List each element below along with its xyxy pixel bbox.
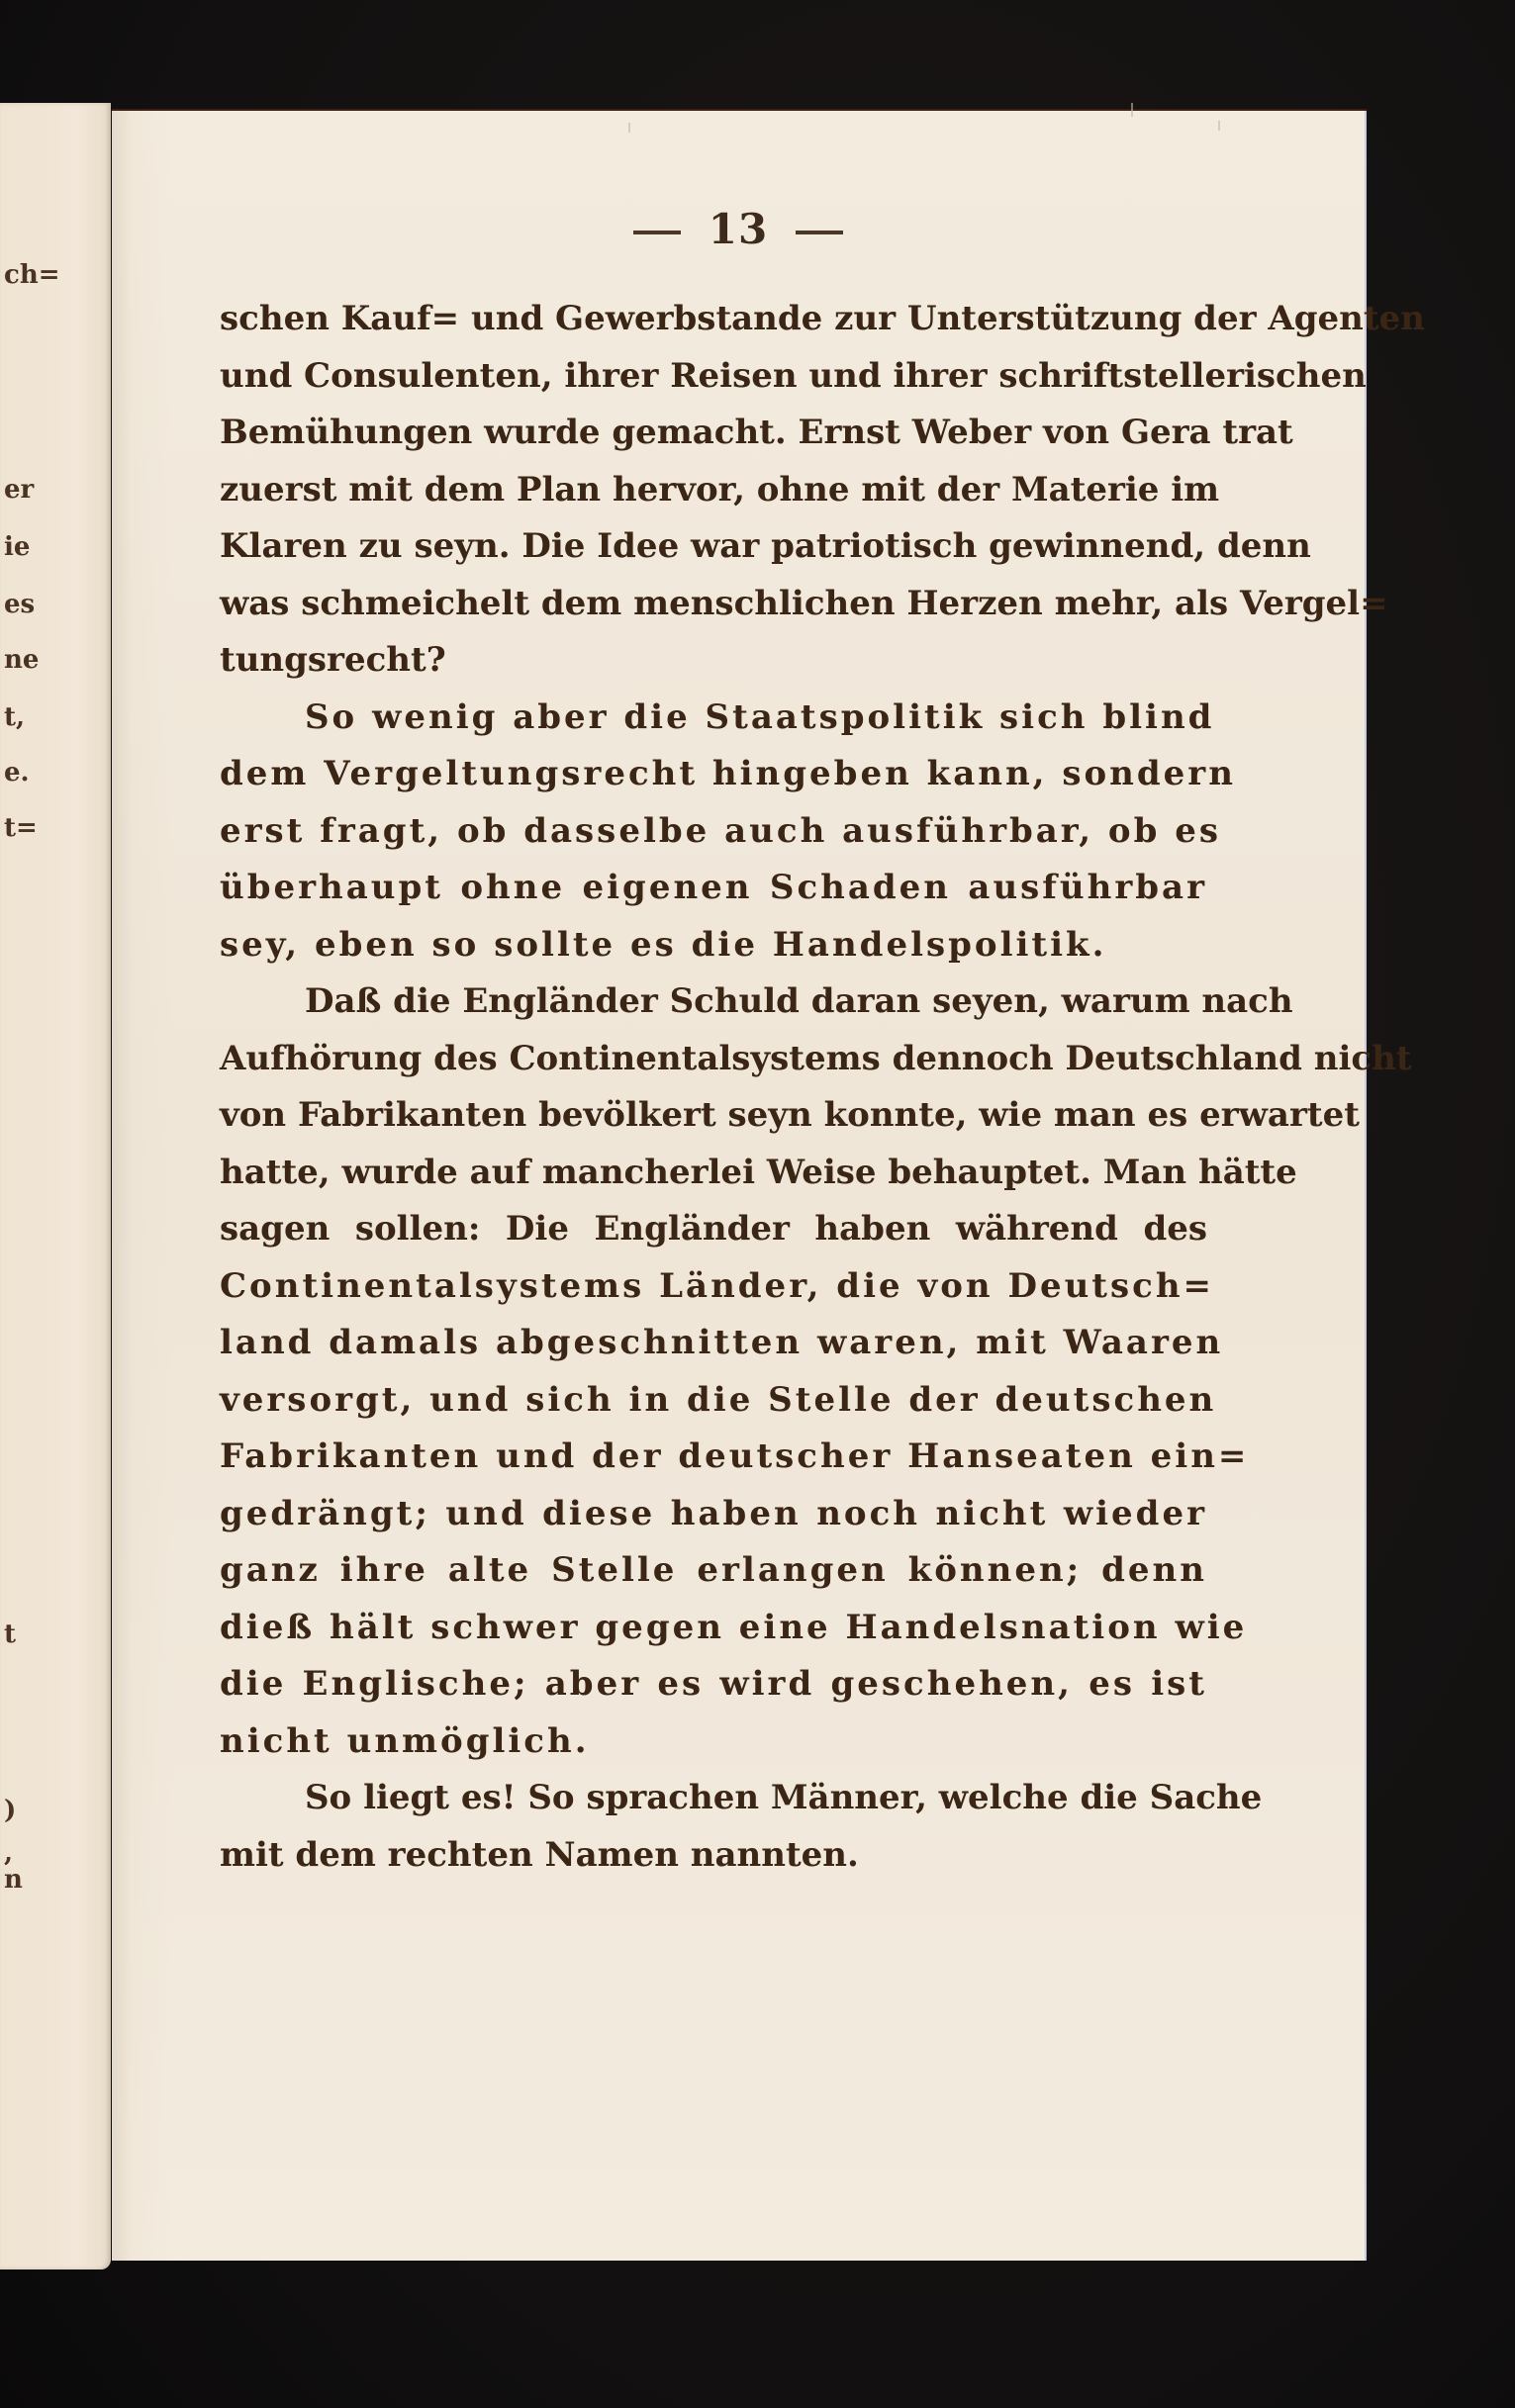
text-line: die Englische; aber es wird geschehen, es ist: [220, 1664, 1207, 1704]
facing-page-text-fragment: t=: [4, 813, 38, 843]
text-line: dieß hält schwer gegen eine Handelsnation wie: [220, 1607, 1248, 1647]
paragraph-4: [220, 1770, 1263, 1884]
text-line: was schmeichelt dem menschlichen Herzen mehr, als Vergel=: [220, 583, 1388, 623]
text-line: schen Kauf= und Gewerbstande zur Unterstützung der Agenten: [220, 299, 1425, 338]
paragraph-1: [220, 291, 1425, 690]
text-line: Klaren zu seyn. Die Idee war patriotisch gewinnend, denn: [220, 526, 1311, 566]
facing-page-text-fragment: ): [4, 1796, 17, 1825]
text-line: Bemühungen wurde gemacht. Ernst Weber von Gera trat: [220, 413, 1293, 452]
page-number-dash-left: [633, 231, 681, 234]
text-line: So liegt es! So sprachen Männer, welche die Sache: [305, 1778, 1263, 1817]
facing-page-text-fragment: n: [4, 1865, 23, 1895]
text-line: mit dem rechten Namen nannten.: [220, 1834, 859, 1875]
text-line: So wenig aber die Staatspolitik sich blind: [305, 696, 1215, 737]
facing-page-text-fragment: ne: [4, 645, 40, 675]
text-line: und Consulenten, ihrer Reisen und ihrer schriftstellerischen: [220, 355, 1367, 396]
facing-page-text-fragment: t,: [4, 702, 26, 732]
facing-page-text-fragment: er: [4, 475, 35, 505]
text-line: sey, eben so sollte es die Handelspolitik.: [220, 924, 1107, 965]
text-line: ganz ihre alte Stelle erlangen können; denn: [220, 1550, 1207, 1590]
text-line: erst fragt, ob dasselbe auch ausführbar, ob es: [220, 810, 1221, 851]
book-page: [112, 111, 1425, 2261]
paragraph-2: [220, 690, 1236, 974]
text-line: zuerst mit dem Plan hervor, ohne mit der Materie im: [220, 469, 1220, 509]
text-line: Daß die Engländer Schuld daran seyen, warum nach: [305, 981, 1293, 1021]
text-line: nicht unmöglich.: [220, 1720, 590, 1761]
paragraph-3: [220, 973, 1412, 1770]
page-number-value: 13: [708, 205, 769, 253]
page-number: [112, 205, 1365, 253]
text-line: land damals abgeschnitten waren, mit Waaren: [220, 1323, 1224, 1362]
facing-page-text-fragment: t: [4, 1620, 17, 1649]
text-line: Continentalsystems Länder, die von Deutsch=: [220, 1265, 1215, 1306]
page-number-dash-right: [796, 231, 843, 234]
facing-page-text-fragment: es: [4, 590, 36, 619]
text-line: tungsrecht?: [220, 640, 446, 680]
facing-page-text-fragment: ch=: [4, 260, 60, 290]
facing-page-left: [0, 103, 111, 2269]
text-line: sagen sollen: Die Engländer haben während des: [220, 1209, 1207, 1249]
text-line: gedrängt; und diese haben noch nicht wieder: [220, 1493, 1207, 1533]
body-text: [220, 291, 1425, 1884]
text-line: von Fabrikanten bevölkert seyn konnte, wie man es erwartet: [220, 1095, 1360, 1135]
text-line: hatte, wurde auf mancherlei Weise behauptet. Man hätte: [220, 1152, 1297, 1192]
facing-page-text-fragment: ,: [4, 1838, 14, 1868]
text-line: dem Vergeltungsrecht hingeben kann, sondern: [220, 754, 1236, 793]
facing-page-text-fragment: ie: [4, 532, 31, 562]
text-line: versorgt, und sich in die Stelle der deutschen: [220, 1379, 1217, 1420]
text-line: Aufhörung des Continentalsystems dennoch Deutschland nicht: [220, 1038, 1412, 1078]
facing-page-text-fragment: e.: [4, 758, 30, 787]
text-line: Fabrikanten und der deutscher Hanseaten ein=: [220, 1436, 1250, 1476]
text-line: überhaupt ohne eigenen Schaden ausführbar: [220, 868, 1207, 907]
